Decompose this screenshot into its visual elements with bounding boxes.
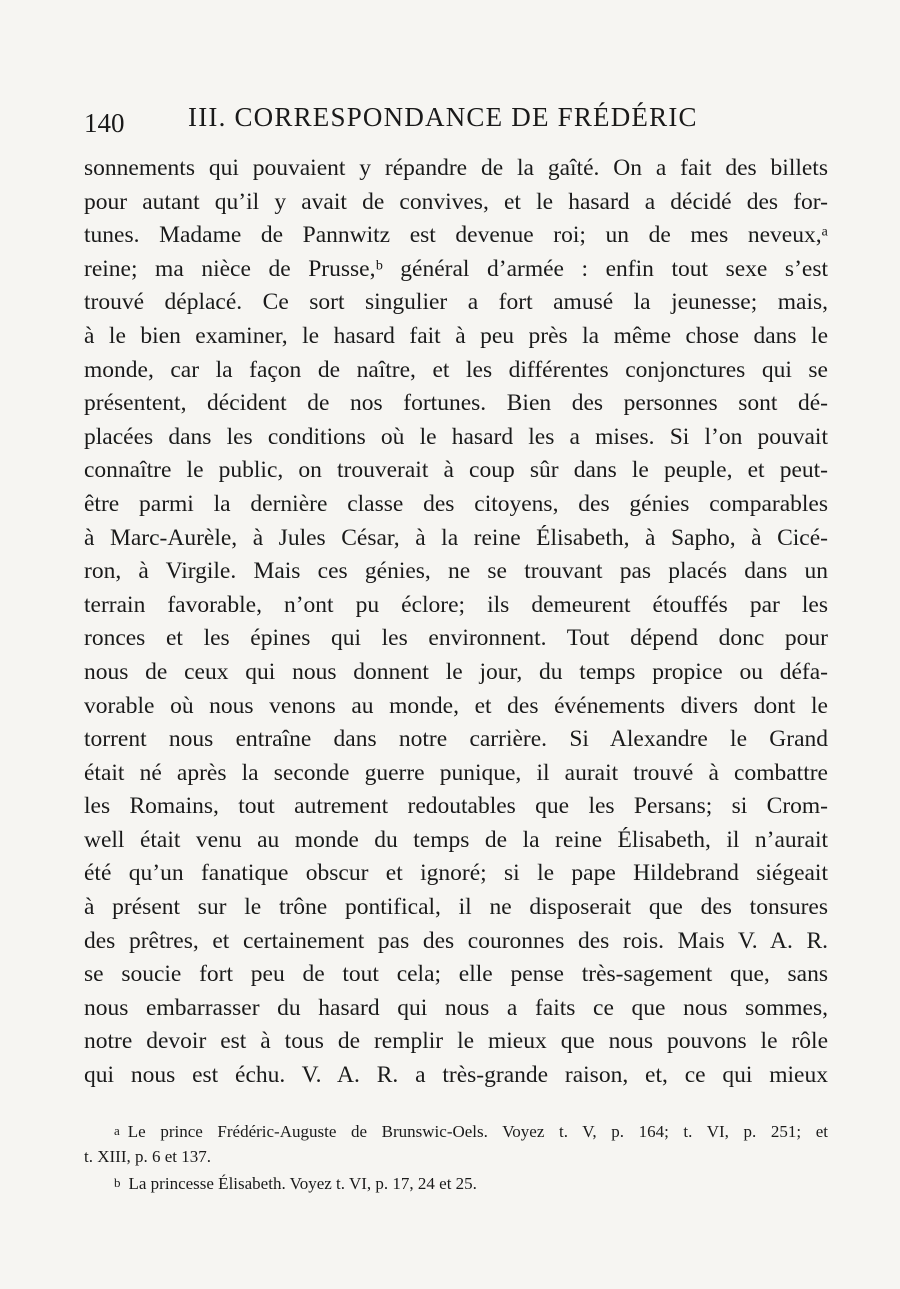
text-line: placées dans les conditions où le hasard les a mises. Si l’on pouvait	[84, 423, 828, 450]
text-line: à le bien examiner, le hasard fait à peu près la même chose dans le	[84, 322, 828, 349]
footnotes	[84, 1118, 828, 1196]
text-line: être parmi la dernière classe des citoyens, des génies comparables	[84, 490, 828, 517]
text-line: sonnements qui pouvaient y répandre de la gaîté. On a fait des billets	[84, 155, 828, 181]
text-line: nous embarrasser du hasard qui nous a faits ce que nous sommes,	[84, 994, 828, 1021]
text-line: vorable où nous venons au monde, et des événements divers dont le	[84, 692, 828, 719]
text-line: nous de ceux qui nous donnent le jour, du temps propice ou défa-	[84, 658, 828, 685]
text-line: notre devoir est à tous de remplir le mieux que nous pouvons le rôle	[84, 1028, 828, 1055]
text-line: torrent nous entraîne dans notre carrière. Si Alexandre le Grand	[84, 726, 828, 753]
text-line: présentent, décident de nos fortunes. Bien des personnes sont dé-	[84, 390, 828, 417]
text-line: été qu’un fanatique obscur et ignoré; si le pape Hildebrand siégeait	[84, 860, 828, 887]
text-line: ronces et les épines qui les environnent. Tout dépend donc pour	[84, 625, 828, 652]
text-line: à présent sur le trône pontifical, il ne disposerait que des tonsures	[84, 894, 828, 921]
text-line: était né après la seconde guerre punique, il aurait trouvé à combattre	[84, 759, 828, 786]
page-number: 140	[84, 108, 125, 138]
footnote-b	[84, 1170, 828, 1196]
footnote-text: La princesse Élisabeth. Voyez t. VI, p. 17, 24 et 25.	[128, 1174, 477, 1193]
text-line: trouvé déplacé. Ce sort singulier a fort amusé la jeunesse; mais,	[84, 289, 828, 316]
text-line: monde, car la façon de naître, et les différentes conjonctures qui se	[84, 356, 828, 383]
text-line: reine; ma nièce de Prusse,ᵇ général d’armée : enfin tout sexe s’est	[84, 255, 828, 282]
text-line: ron, à Virgile. Mais ces génies, ne se trouvant pas placés dans un	[84, 558, 828, 585]
text-line: des prêtres, et certainement pas des couronnes des rois. Mais V. A. R.	[84, 927, 828, 954]
text-line: connaître le public, on trouverait à coup sûr dans le peuple, et peut-	[84, 457, 828, 484]
footnote-a	[84, 1118, 828, 1144]
footnote-marker: b	[114, 1175, 121, 1190]
text-line: se soucie fort peu de tout cela; elle pense très-sagement que, sans	[84, 961, 828, 988]
text-line: tunes. Madame de Pannwitz est devenue roi; un de mes neveux,ᵃ	[84, 222, 828, 249]
text-line: à Marc-Aurèle, à Jules César, à la reine Élisabeth, à Sapho, à Cicé-	[84, 524, 828, 551]
running-title: III. CORRESPONDANCE DE FRÉDÉRIC	[188, 102, 698, 132]
text-line: qui nous est échu. V. A. R. a très-grande raison, et, ce qui mieux	[84, 1062, 828, 1089]
footnote-marker: a	[114, 1123, 120, 1138]
body-text	[84, 152, 828, 1093]
running-header	[84, 102, 824, 142]
footnote-text: Le prince Frédéric-Auguste de Brunswic-Oels. Voyez t. V, p. 164; t. VI, p. 251; et	[127, 1122, 828, 1141]
footnote-a-continued: t. XIII, p. 6 et 137.	[84, 1147, 212, 1166]
text-line: well était venu au monde du temps de la reine Élisabeth, il n’aurait	[84, 826, 828, 853]
text-line: les Romains, tout autrement redoutables que les Persans; si Crom-	[84, 793, 828, 820]
text-line: terrain favorable, n’ont pu éclore; ils demeurent étouffés par les	[84, 591, 828, 618]
text-line: pour autant qu’il y avait de convives, et le hasard a décidé des for-	[84, 188, 828, 215]
